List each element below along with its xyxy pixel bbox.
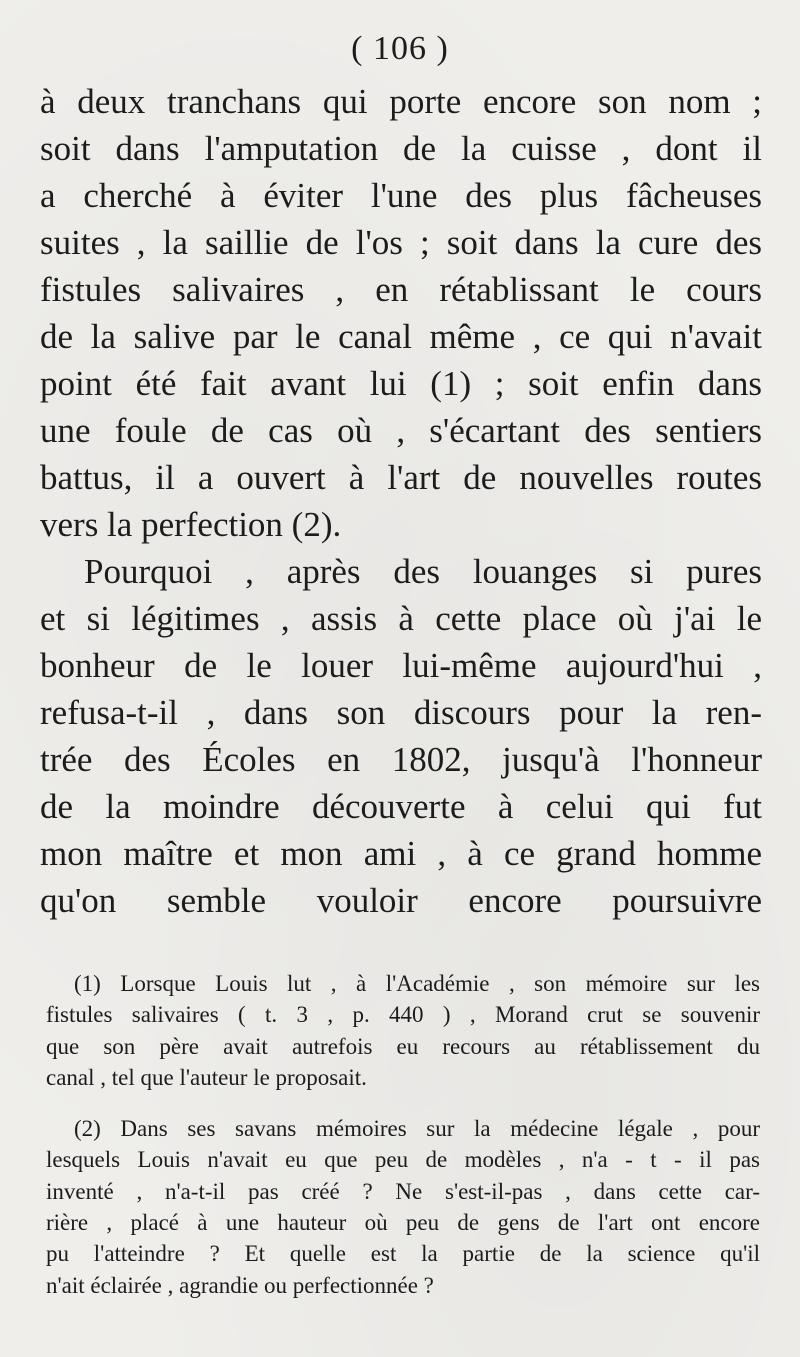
text-line: et si légitimes , assis à cette place où j'ai le [40,599,762,638]
text-line: fistules salivaires , en rétablissant le cours [40,270,762,309]
text-line: suites , la saillie de l'os ; soit dans la cure des [40,223,762,262]
footnote-line: n'ait éclairée , agrandie ou perfectionnée ? [46,1272,434,1298]
text-line: de la salive par le canal même , ce qui n'avait [40,317,762,356]
text-line: vers la perfection (2). [40,505,342,544]
footnote-2 [46,1113,760,1301]
footnote-1 [46,968,760,1093]
footnote-line: (1) Lorsque Louis lut , à l'Académie , son mémoire sur les [74,971,760,996]
text-line: mon maître et mon ami , à ce grand homme [40,834,762,873]
text-line: soit dans l'amputation de la cuisse , dont il [40,129,762,168]
footnotes [46,968,760,1301]
footnote-line: lesquels Louis n'avait eu que peu de modèles , n'a - t - il pas [46,1147,760,1173]
footnote-line: rière , placé à une hauteur où peu de gens de l'art ont encore [46,1210,760,1236]
text-line: battus, il a ouvert à l'art de nouvelles routes [40,458,762,497]
text-line: refusa-t-il , dans son discours pour la ren- [40,693,762,732]
footnote-line: canal , tel que l'auteur le proposait. [46,1064,367,1090]
footnote-line: fistules salivaires ( t. 3 , p. 440 ) , Morand crut se souvenir [46,1002,760,1028]
footnote-line: (2) Dans ses savans mémoires sur la médecine légale , pour [74,1116,760,1142]
main-text [40,78,762,924]
text-line: de la moindre découverte à celui qui fut [40,787,762,826]
text-line: qu'on semble vouloir encore poursuivre [40,881,762,920]
text-line: une foule de cas où , s'écartant des sentiers [40,411,762,450]
text-line: Pourquoi , après des louanges si pures [84,552,762,591]
text-line: point été fait avant lui (1) ; soit enfin dans [40,364,762,403]
text-line: a cherché à éviter l'une des plus fâcheuses [40,176,762,215]
footnote-line: inventé , n'a-t-il pas créé ? Ne s'est-il-pas , dans cette car- [46,1178,760,1204]
footnote-spacer [46,1093,760,1113]
text-line: trée des Écoles en 1802, jusqu'à l'honneur [40,740,762,779]
footnote-line: pu l'atteindre ? Et quelle est la partie de la science qu'il [46,1241,760,1267]
text-line: bonheur de le louer lui-même aujourd'hui , [40,646,762,685]
footnote-line: que son père avait autrefois eu recours au rétablissement du [46,1033,760,1059]
page-number: ( 106 ) [351,30,449,67]
text-line: à deux tranchans qui porte encore son nom ; [40,82,762,121]
